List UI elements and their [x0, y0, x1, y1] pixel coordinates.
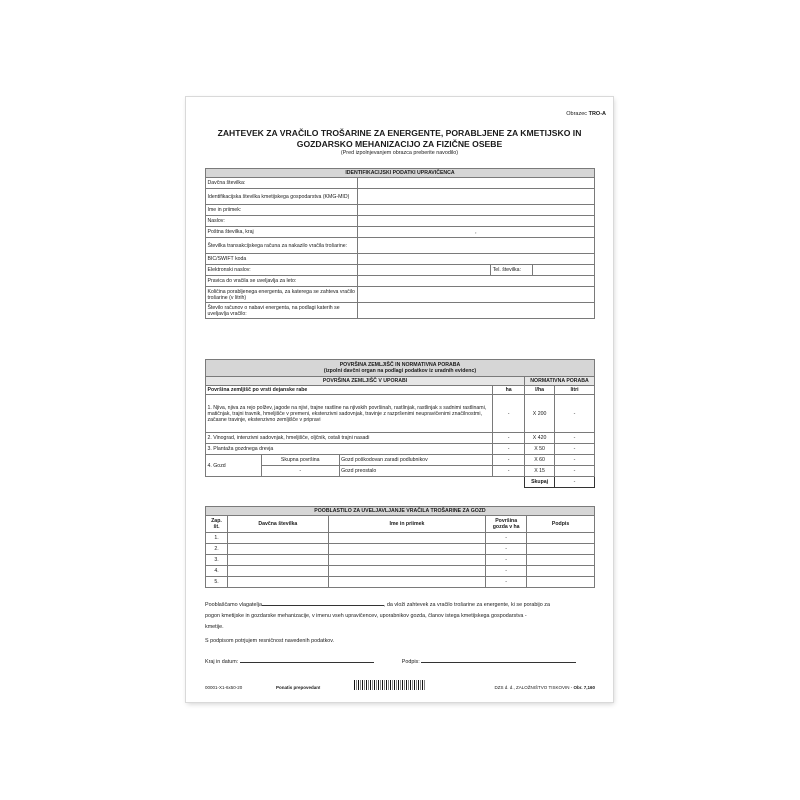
- postal-field[interactable]: ,: [357, 227, 594, 238]
- name-field[interactable]: [357, 205, 594, 216]
- kmg-mid-field[interactable]: [357, 189, 594, 205]
- account-field[interactable]: [357, 238, 594, 254]
- place-date-line[interactable]: [240, 656, 374, 663]
- phone-field[interactable]: [533, 265, 595, 276]
- table-row: 2. -: [206, 544, 595, 555]
- applicant-line[interactable]: [262, 599, 384, 606]
- land-table: POVRŠINA ZEMLJIŠČ IN NORMATIVNA PORABA (izpolni davčni organ na podlagi podatkov iz uradnih evidenc) POVRŠINA ZEMLJIŠČ V UPORABI NORMATIVNA PORABA Površina zemljišč po vrsti dejanske rabe ha l/ha litri 1. Njiva, njiva za rejo polžev, jagode na njivi, trajne rastline na njivskih površinah, rastlinjak, rastlinjak s sadnimi rastlinami, matičnjak, trajni travnik, hmeljišče v premeni, ekstenzivni sadovnjak, travinje z razpršenimi neupravičenimi značilnostmi, začasne travinje, ekstenzivno zemljišče v pripravi - X 200 - 2. Vinograd, intenzivni sadovnjak, hmeljišče, oljčnik, ostali trajni nasadi - X 420 - 3. Plantaža gozdnega drevja - X 50 - 4. Gozd Skupna površina Gozd poškodovan zaradi podlubnikov - X 60 - - Gozd preostalo - X 15 - Skupaj -: [205, 359, 595, 488]
- quantity-field[interactable]: [357, 287, 594, 303]
- authorization-header: POOBLASTILO ZA UVELJAVLJANJE VRAČILA TROŠARINE ZA GOZD: [206, 507, 595, 516]
- form-code: Obrazec TRO-A: [566, 111, 606, 117]
- table-row: 1. -: [206, 533, 595, 544]
- barcode: [354, 680, 426, 690]
- authorization-table: POOBLASTILO ZA UVELJAVLJANJE VRAČILA TROŠARINE ZA GOZD Zap. št. Davčna številka Ime in priimek Površina gozda v ha Podpis 1. - 2. - 3. - 4. - 5. -: [205, 506, 595, 588]
- confirmation-text: S podpisom potrjujem resničnost navedenih podatkov.: [205, 638, 335, 644]
- table-row: 3. -: [206, 555, 595, 566]
- tax-number-field[interactable]: [357, 178, 594, 189]
- table-row: 4. -: [206, 566, 595, 577]
- year-field[interactable]: [357, 276, 594, 287]
- footer-code: 00001-X1-6x50-20: [205, 685, 243, 690]
- bic-field[interactable]: [357, 254, 594, 265]
- footer-publisher: DZS d. d., ZALOŽNIŠTVO TISKOVIN - Obr. 7,160: [494, 685, 595, 690]
- form-subtitle: (Pred izpolnjevanjem obrazca preberite navodilo): [340, 150, 459, 156]
- table-row: 5. -: [206, 577, 595, 588]
- authorization-text: Pooblaščamo vlagatelja , da vloži zahtevek za vračilo trošarine za energente, ki se porabijo za pogon kmetijske in gozdarske mehanizacije, v imenu vseh upravičencev, uporabnikov gozda, članov istega kmetijskega gospodarstva - kmetije.: [205, 599, 595, 633]
- address-field[interactable]: [357, 216, 594, 227]
- land-header: POVRŠINA ZEMLJIŠČ IN NORMATIVNA PORABA (izpolni davčni organ na podlagi podatkov iz uradnih evidenc): [206, 360, 595, 377]
- signature-line[interactable]: [421, 656, 576, 663]
- form-sheet: [186, 97, 613, 702]
- invoice-count-field[interactable]: [357, 303, 594, 319]
- identification-header: IDENTIFIKACIJSKI PODATKI UPRAVIČENCA: [206, 169, 595, 178]
- form-title: ZAHTEVEK ZA VRAČILO TROŠARINE ZA ENERGENTE, PORABLJENE ZA KMETIJSKO IN GOZDARSKO MEHANIZACIJO ZA FIZIČNE OSEBE: [217, 128, 582, 149]
- footer-copyright: Ponatis prepovedan!: [276, 685, 321, 690]
- phone-label: Tel. številka:: [491, 265, 533, 276]
- identification-table: IDENTIFIKACIJSKI PODATKI UPRAVIČENCA Davčna številka: Identifikacijska številka kmetijskega gospodarstva (KMG-MID) Ime in priimek: Naslov: Poštna številka, kraj , Številka transakcijskega računa za nakazilo vračila trošarine: BIC/SWIFT koda Elektronski naslov: Tel. številka: Pravica do vračila se uveljavlja za leto: Količina porabljenega energenta, za katerega se zahteva vračilo trošarine (v litrih) Število računov o nabavi energenta, na podlagi katerih se uveljavlja vračilo:: [205, 168, 595, 319]
- email-field[interactable]: [357, 265, 491, 276]
- signature-row: Kraj in datum: Podpis:: [205, 656, 595, 668]
